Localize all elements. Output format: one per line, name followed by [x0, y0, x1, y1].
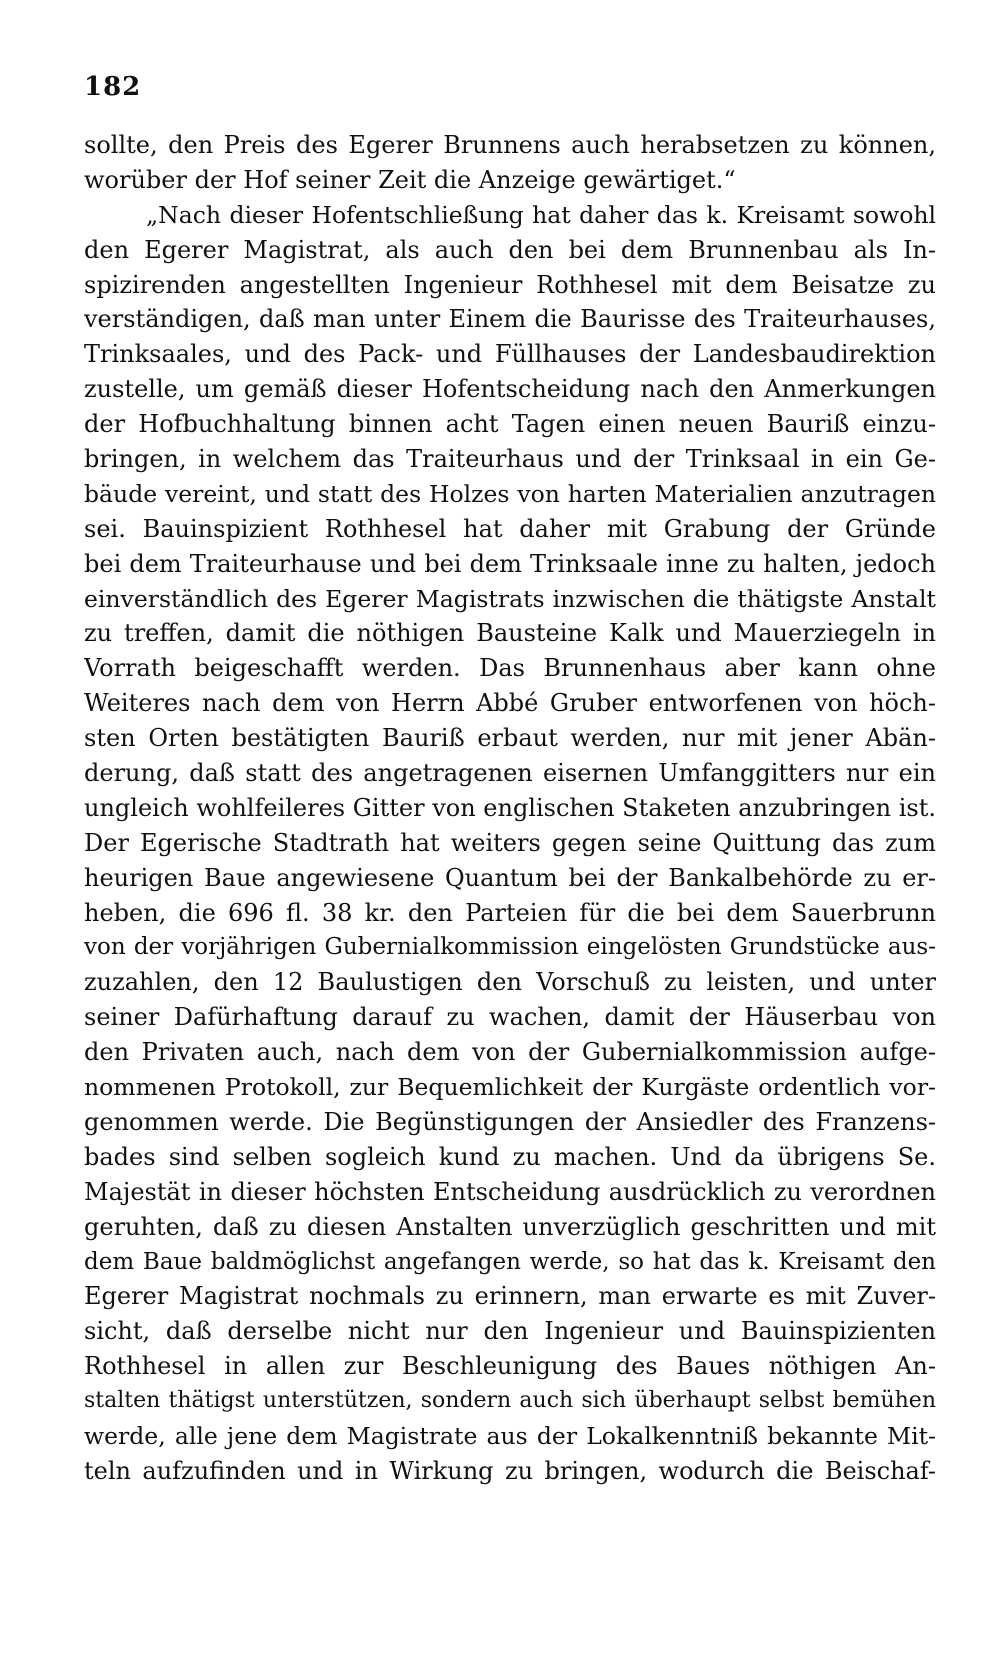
text-line: nommenen Protokoll, zur Bequemlichkeit der Kurgäste ordentlich vor-: [84, 1073, 936, 1102]
text-line: sollte, den Preis des Egerer Brunnens auch herabsetzen zu können,: [84, 131, 936, 159]
text-line: geruhten, daß zu diesen Anstalten unverzüglich geschritten und mit: [84, 1212, 936, 1241]
text-line: Der Egerische Stadtrath hat weiters gegen seine Quittung das zum: [84, 828, 936, 857]
text-line: von der vorjährigen Gubernialkommission eingelösten Grundstücke aus-: [84, 934, 936, 961]
text-line: sten Orten bestätigten Bauriß erbaut werden, nur mit jener Abän-: [84, 724, 936, 753]
text-line: Rothhesel in allen zur Beschleunigung des Baues nöthigen An-: [84, 1352, 936, 1381]
text-line: dem Baue baldmöglichst angefangen werde, so hat das k. Kreisamt den: [84, 1248, 936, 1275]
text-line: Weiteres nach dem von Herrn Abbé Gruber entworfenen von höch-: [84, 689, 936, 718]
text-line: einverständlich des Egerer Magistrats inzwischen die thätigste Anstalt: [84, 584, 936, 613]
text-line: ungleich wohlfeileres Gitter von englischen Staketen anzubringen ist.: [84, 793, 936, 822]
text-line: der Hofbuchhaltung binnen acht Tagen einen neuen Bauriß einzu-: [84, 410, 936, 439]
text-line: stalten thätigst unterstützen, sondern auch sich überhaupt selbst bemühen: [84, 1388, 936, 1414]
text-line: sicht, daß derselbe nicht nur den Ingenieur und Bauinspizienten: [84, 1317, 936, 1346]
text-line: den Privaten auch, nach dem von der Gubernialkommission aufge-: [84, 1038, 936, 1067]
text-line: seiner Dafürhaftung darauf zu wachen, damit der Häuserbau von: [84, 1003, 936, 1032]
text-line: „Nach dieser Hofentschließung hat daher das k. Kreisamt sowohl: [146, 200, 936, 229]
text-line: zuzahlen, den 12 Baulustigen den Vorschuß zu leisten, und unter: [84, 968, 936, 997]
text-line: bringen, in welchem das Traiteurhaus und der Trinksaal in ein Ge-: [84, 445, 936, 474]
text-line: verständigen, daß man unter Einem die Baurisse des Traiteurhauses,: [84, 305, 936, 334]
text-line: heurigen Baue angewiesene Quantum bei der Bankalbehörde zu er-: [84, 863, 936, 892]
text-line: werde, alle jene dem Magistrate aus der Lokalkenntniß bekannte Mit-: [84, 1421, 936, 1450]
text-line: Trinksaales, und des Pack- und Füllhauses der Landesbaudirektion: [84, 340, 936, 369]
text-line: zu treffen, damit die nöthigen Bausteine Kalk und Mauerziegeln in: [84, 619, 936, 648]
text-line: Egerer Magistrat nochmals zu erinnern, man erwarte es mit Zuver-: [84, 1282, 936, 1311]
text-line: sei. Bauinspizient Rothhesel hat daher mit Grabung der Gründe: [84, 514, 936, 543]
page-number: 182: [84, 72, 142, 102]
text-line: Vorrath beigeschafft werden. Das Brunnenhaus aber kann ohne: [84, 654, 936, 683]
text-line: derung, daß statt des angetragenen eisernen Umfanggitters nur ein: [84, 759, 936, 788]
text-line: Majestät in dieser höchsten Entscheidung ausdrücklich zu verordnen: [84, 1177, 936, 1206]
text-line: bei dem Traiteurhause und bei dem Trinksaale inne zu halten, jedoch: [84, 549, 936, 578]
text-line: bades sind selben sogleich kund zu machen. Und da übrigens Se.: [84, 1142, 936, 1171]
text-line: genommen werde. Die Begünstigungen der Ansiedler des Franzens-: [84, 1107, 936, 1136]
text-line: den Egerer Magistrat, als auch den bei dem Brunnenbau als In-: [84, 235, 936, 264]
text-line: teln aufzufinden und in Wirkung zu bringen, wodurch die Beischaf-: [84, 1456, 936, 1485]
text-line: heben, die 696 fl. 38 kr. den Parteien für die bei dem Sauerbrunn: [84, 898, 936, 927]
text-line: bäude vereint, und statt des Holzes von harten Materialien anzutragen: [84, 479, 936, 508]
text-line: spizirenden angestellten Ingenieur Rothhesel mit dem Beisatze zu: [84, 270, 936, 299]
body-text: [84, 128, 936, 1489]
text-line: worüber der Hof seiner Zeit die Anzeige gewärtiget.“: [84, 165, 736, 194]
text-line: zustelle, um gemäß dieser Hofentscheidung nach den Anmerkungen: [84, 375, 936, 404]
